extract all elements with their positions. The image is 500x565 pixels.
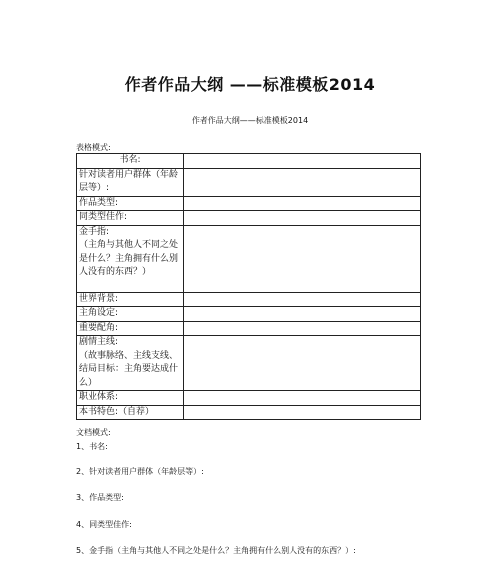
row-value-cell[interactable] xyxy=(184,321,421,336)
document-title: 作者作品大纲 ——标准模板2014 xyxy=(124,75,376,94)
document-subtitle: 作者作品大纲——标准模板2014 xyxy=(191,116,309,125)
row-value-cell[interactable] xyxy=(184,225,421,292)
table-row xyxy=(77,168,421,196)
table-row xyxy=(77,154,421,169)
row-value-cell[interactable] xyxy=(184,154,421,169)
table-row xyxy=(77,391,421,406)
row-value-cell[interactable] xyxy=(184,336,421,391)
text-item-genre: 3、作品类型: xyxy=(76,493,124,502)
table-row xyxy=(77,196,421,211)
row-label-world-setting: 世界背景: xyxy=(77,292,184,307)
text-item-similar-works: 4、同类型佳作: xyxy=(76,520,132,529)
row-label-profession-system: 职业体系: xyxy=(77,391,184,406)
row-label-similar-works: 同类型佳作: xyxy=(77,211,184,226)
row-label-golden-finger: 金手指: （主角与其他人不同之处是什么？主角拥有什么别人没有的东西？） xyxy=(77,225,184,292)
text-item-target-readers: 2、针对读者用户群体（年龄层等）: xyxy=(76,467,204,476)
outline-table xyxy=(76,153,421,420)
text-section-label: 文档模式: xyxy=(76,428,111,437)
table-section-label: 表格模式: xyxy=(76,143,111,152)
row-value-cell[interactable] xyxy=(184,405,421,420)
table-row xyxy=(77,211,421,226)
row-value-cell[interactable] xyxy=(184,391,421,406)
row-value-cell[interactable] xyxy=(184,292,421,307)
row-label-supporting-roles: 重要配角: xyxy=(77,321,184,336)
row-value-cell[interactable] xyxy=(184,196,421,211)
text-item-golden-finger: 5、金手指（主角与其他人不同之处是什么？主角拥有什么别人没有的东西？）: xyxy=(76,546,356,555)
table-row xyxy=(77,321,421,336)
row-label-main-plot: 剧情主线: （故事脉络、主线支线、结局目标：主角要达成什么） xyxy=(77,336,184,391)
row-label-protagonist: 主角设定: xyxy=(77,307,184,322)
row-label-book-name: 书名: xyxy=(77,154,184,169)
row-label-target-readers: 针对读者用户群体（年龄层等）: xyxy=(77,168,184,196)
row-value-cell[interactable] xyxy=(184,211,421,226)
row-value-cell[interactable] xyxy=(184,307,421,322)
text-item-book-name: 1、书名: xyxy=(76,442,108,451)
table-row xyxy=(77,405,421,420)
table-row xyxy=(77,225,421,292)
table-row xyxy=(77,307,421,322)
table-row xyxy=(77,292,421,307)
row-label-book-features: 本书特色:（自荐） xyxy=(77,405,184,420)
row-value-cell[interactable] xyxy=(184,168,421,196)
row-label-genre: 作品类型: xyxy=(77,196,184,211)
table-row xyxy=(77,336,421,391)
